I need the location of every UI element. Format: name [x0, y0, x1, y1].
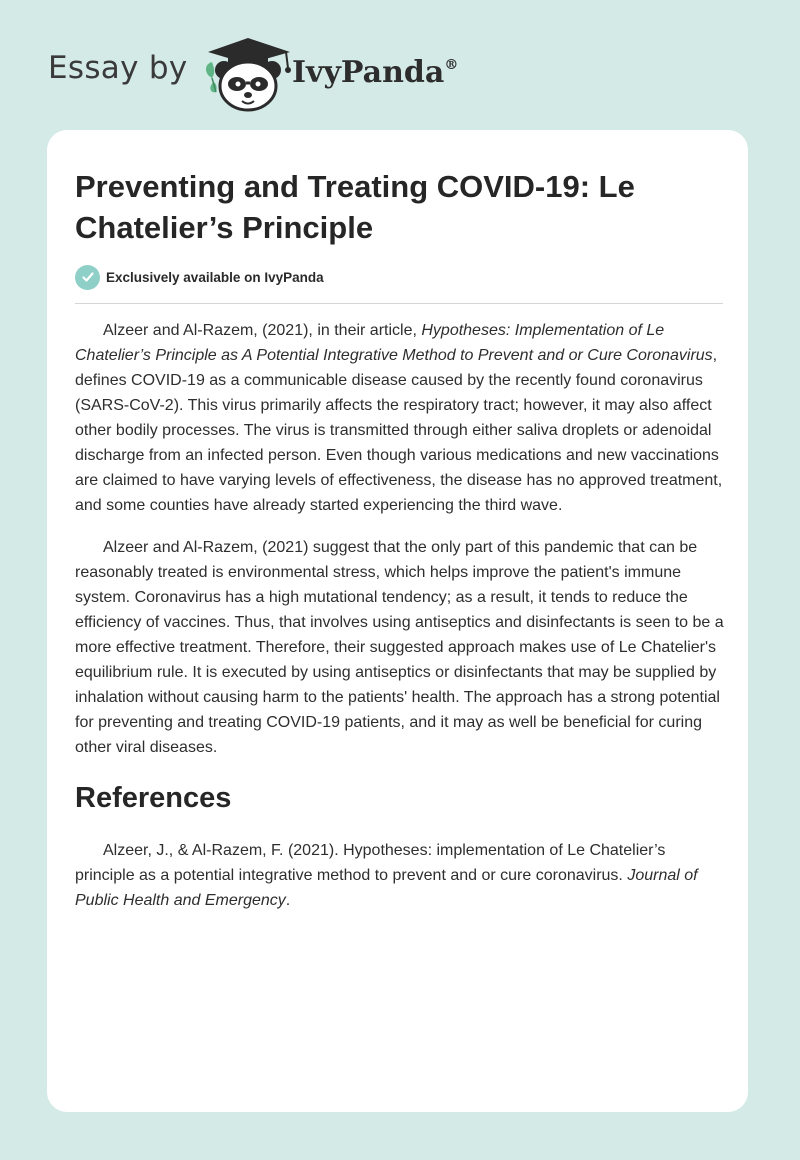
- badge-label: Exclusively available on IvyPanda: [106, 269, 324, 285]
- exclusive-badge: [75, 264, 324, 290]
- brand-name[interactable]: [292, 55, 458, 90]
- article-card: [47, 130, 748, 1112]
- divider: [75, 303, 723, 304]
- references-heading: References: [75, 782, 232, 814]
- p1-article-title: Hypotheses: Implementation of Le Chatelier’s Principle as A Potential Integrative Method to Prevent and or Cure Coronavirus: [75, 322, 713, 364]
- paragraph-2: Alzeer and Al-Razem, (2021) suggest that the only part of this pandemic that can be reasonably treated is environmental stress, which helps improve the patient's immune system. Coronavirus has a high mutational tendency; as a result, it tends to reduce the efficiency of vaccines. Thus, that involves using antiseptics and disinfectants is seen to be a more effective treatment. Therefore, their suggested approach makes use of Le Chatelier's equilibrium rule. It is executed by using antiseptics or disinfectants that may be supplied by inhalation without causing harm to the patients' health. The approach has a strong potential for preventing and treating COVID-19 patients, and it may as well be beneficial for curing other viral diseases.: [75, 539, 724, 756]
- ref-text-b: .: [285, 892, 291, 909]
- essay-by-label: Essay by: [48, 50, 188, 86]
- registered-mark: ®: [444, 57, 459, 73]
- check-circle-icon: [75, 265, 100, 290]
- paragraph-1: [75, 318, 725, 518]
- ref-journal: Journal of Public Health and Emergency: [75, 867, 698, 909]
- site-header: [0, 0, 800, 130]
- reference-entry: [75, 838, 725, 913]
- page-title: Preventing and Treating COVID-19: Le Chatelier’s Principle: [75, 169, 635, 245]
- p1-text-b: , defines COVID-19 as a communicable disease caused by the recently found coronavirus (SARS-CoV-2). This virus primarily affects the respiratory tract; however, it may also affect other bodily processes. The virus is transmitted through either saliva droplets or adenoidal discharge from an infected person. Even though various medications and new vaccinations are claimed to have varying levels of effectiveness, the disease has no approved treatment, and some counties have already started experiencing the third wave.: [75, 347, 723, 514]
- panda-logo-icon[interactable]: [200, 34, 300, 114]
- ref-text-a: Alzeer, J., & Al-Razem, F. (2021). Hypotheses: implementation of Le Chatelier’s principle as a potential integrative method to prevent and or cure coronavirus.: [75, 842, 666, 884]
- brand-text: IvyPanda: [292, 55, 445, 90]
- p1-text-a: Alzeer and Al-Razem, (2021), in their article,: [103, 322, 422, 339]
- article-body: [75, 318, 725, 930]
